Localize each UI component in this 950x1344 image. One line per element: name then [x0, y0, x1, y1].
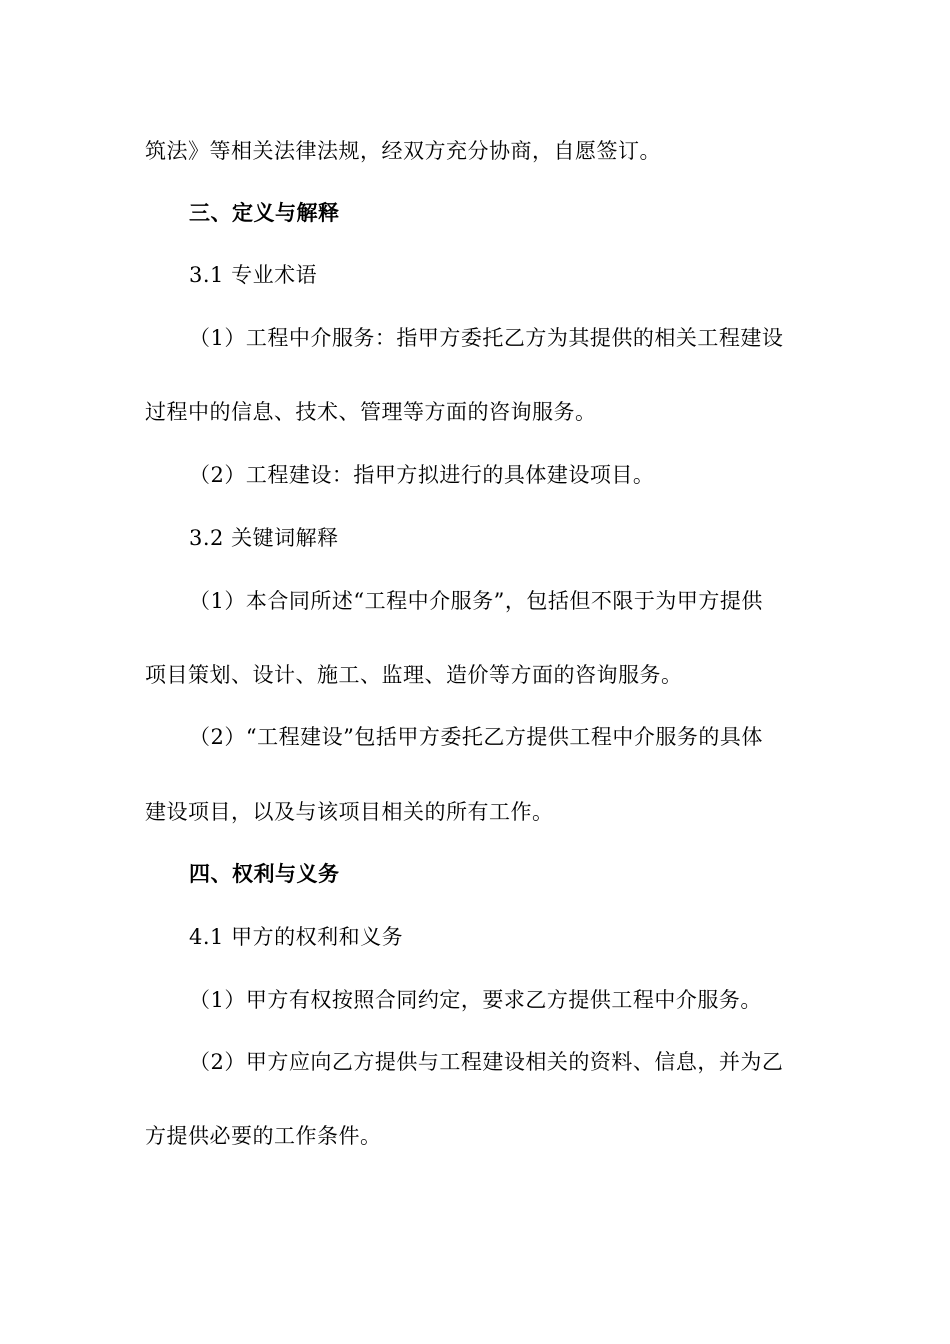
- subsection-heading-3-1: 3.1 专业术语: [189, 263, 318, 287]
- paragraph-continuation: 筑法》等相关法律法规，经双方充分协商，自愿签订。: [145, 139, 661, 163]
- paragraph-line: 项目策划、设计、施工、监理、造价等方面的咨询服务。: [145, 663, 683, 687]
- paragraph-line: （2）“工程建设”包括甲方委托乙方提供工程中介服务的具体: [189, 725, 763, 749]
- paragraph-line: （1）工程中介服务：指甲方委托乙方为其提供的相关工程建设: [189, 326, 784, 350]
- subsection-heading-3-2: 3.2 关键词解释: [189, 526, 339, 550]
- subsection-heading-4-1: 4.1 甲方的权利和义务: [189, 925, 404, 949]
- paragraph-line: （1）甲方有权按照合同约定，要求乙方提供工程中介服务。: [189, 988, 762, 1012]
- paragraph-line: 方提供必要的工作条件。: [145, 1124, 382, 1148]
- paragraph-line: （1）本合同所述“工程中介服务”，包括但不限于为甲方提供: [189, 589, 763, 613]
- section-heading-4: 四、权利与义务: [189, 861, 340, 886]
- paragraph-line: 过程中的信息、技术、管理等方面的咨询服务。: [145, 400, 597, 424]
- section-heading-3: 三、定义与解释: [189, 200, 340, 225]
- paragraph-line: （2）工程建设：指甲方拟进行的具体建设项目。: [189, 463, 655, 487]
- paragraph-line: （2）甲方应向乙方提供与工程建设相关的资料、信息，并为乙: [189, 1050, 784, 1074]
- paragraph-line: 建设项目，以及与该项目相关的所有工作。: [145, 800, 554, 824]
